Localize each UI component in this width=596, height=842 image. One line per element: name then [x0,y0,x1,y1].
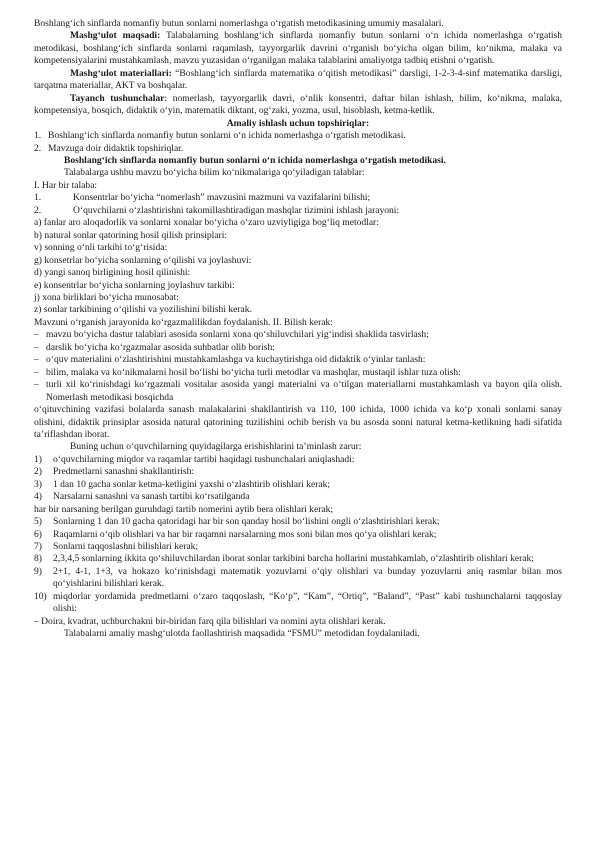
skill-item: 2) Predmetlarni sanashni shakllantirish: [34,466,195,478]
skill-item: 3) 1 dan 10 gacha sonlar ketma-ketligini yaxshi o‘zlashtirib olishlari kerak; [34,478,331,490]
dash-item: – darslik bo‘yicha ko‘rgazmalar asosida suhbatlar olib borish: [34,341,275,353]
task-item: 1. Boshlang‘ich sinflarda nomanfiy butun sonlarni o‘n ichida nomerlashga o‘rgatish metodikasi. [34,130,406,142]
dash-item: – bilim, malaka va ko‘nikmalarni hosil bo‘lishi bo‘yicha turli metodlar va mashqlar, mustaqil ishlar tuza olish: [34,366,461,378]
skill-item: 7) Sonlarni taqqoslashni bilishlari kerak; [34,541,199,553]
skill-item: 10) miqdorlar yordamida predmetlarni o‘zaro taqqoslash, “Ko‘p”, “Kam”, “Ortiq”, “Baland”, “Past” kabi tushunchalarni taqqoslay olishi: [34,590,562,615]
tasks-heading: Amaliy ishlash uchun topshiriqlar: [226,117,370,129]
requirement-item: 1. Konsentrlar bo‘yicha “nomerlash” mavzusini mazmuni va vazifalarini bilishi; [34,192,371,204]
skill-item: 4) Narsalarni sanashni va sanash tartibi ko‘rsatilganda [34,491,250,503]
requirement-item: 2. O‘quvchilarni o‘zlashtirishni takomillashtiradigan mashqlar tizimini ishlash jarayoni: [34,204,400,216]
letter-item: d) yangi sanoq birligining hosil qilinishi: [34,267,191,279]
goal-label: Mashg‘ulot maqsadi: [70,30,161,42]
dash-item: – o‘quv materialini o‘zlashtirishini mustahkamlashga va kuchaytirishga oid didaktik o‘yinlar tanlash: [34,354,426,366]
skills-intro: Buning uchun o‘quvchilarning quyidagilarga erishishlarini ta’minlash zarur: [70,441,362,453]
task-item: 2. Mavzuga doir didaktik topshiriqlar. [34,142,184,154]
skill-item: 1) o‘quvchilarning miqdor va raqamlar tartibi haqidagi tushunchalari aniqlashadi: [34,453,355,465]
document-title: Boshlang‘ich sinflarda nomanfiy butun sonlarni nomerlashga o‘rgatish metodikasining umumiy masalalari. [34,18,444,29]
materials-paragraph [34,68,562,93]
skill-item: 8) 2,3,4,5 sonlarning ikkita qo‘shiluvchilardan iborat sonlar tarkibini barcha hollarini mustahkamlab, o‘zlashtirib olishlari kerak; [34,553,534,565]
mavzu-line: Mavzuni o‘rganish jarayonida ko‘rgazmalilikdan foydalanish. II. Bilish kerak: [34,316,333,328]
letter-item: z) sonlar tarkibining o‘qilishi va yozilishini bilishi kerak. [34,304,252,316]
letter-item: g) konsetrlar bo‘yicha sonlarning o‘qilishi va joylashuvi: [34,254,252,266]
letter-item: v) sonning o‘nli tarkibi to‘g‘risida: [34,242,168,254]
dash-item: – mavzu bo‘yicha dastur talablari asosida sonlarni xona qo‘shiluvchilari yig‘indisi shaklida tasvirlash; [34,329,429,341]
letter-item: a) fanlar aro aloqadorlik va sonlarni xonalar bo‘yicha o‘zaro uzviyligiga bog‘liq metodlar: [34,217,379,229]
concepts-paragraph [34,93,562,118]
final-line: Talabalarni amaliy mashg‘ulotda faollashtirish maqsadida “FSMU” metodidan foydalaniladi. [64,628,420,640]
skill-item: 6) Raqamlarni o‘qib olishlari va har bir raqamni narsalarning mos soni bilan mos qo‘ya olishlari kerak; [34,528,437,540]
skill-item: 5) Sonlarning 1 dan 10 gacha qatoridagi har bir son qanday hosil bo‘lishini ongli o‘zlashtirishlari kerak; [34,516,440,528]
materials-text: “Boshlang‘ich sinflarda matematika o‘qitish metodikasi” darsligi, 1-2-3-4-sinf matematika darsligi, tarqatma materiallar, AKT va boshqalar. [34,67,562,92]
section-heading: Boshlang‘ich sinflarda nomanfiy butun sonlarni o‘n ichida nomerlashga o‘rgatish metodikasi. [64,154,446,166]
goal-text: Talabalarning boshlang‘ich sinflarda nomanfiy butun sonlarni o‘n ichida nomerlashga o‘rgatish metodikasi, boshlang‘ich sinflarda sonlarni raqamlash, tayyorgarlik davrini o‘rganish bo‘yicha olgan bilim, ko‘nikma, malaka va kompetensiyalarini mustahkamlash, mavzu yuzasidan o‘rganilgan malaka talablarini amaliyotga tadbiq etishni o‘rgatish. [34,30,562,67]
letter-item: j) xona birliklari bo‘yicha munosabat: [34,291,179,303]
materials-label: Mashg‘ulot materiallari: [70,67,172,79]
goal-paragraph [34,30,562,67]
dash-item: – turli xil ko‘rinishdagi ko‘rgazmali vositalar asosida yangi materialni va o‘tilgan materiallarni mustahkamlash va bayon qila olish. Nomerlash metodikasi bosqichda [34,379,562,403]
letter-item: e) konsentrlar bo‘yicha sonlarning joylashuv tarkibi: [34,279,235,291]
doira-line: – Doira, kvadrat, uchburchakni bir-biridan farq qila bilishlari va nomini ayta olishlari kerak. [34,615,386,627]
concepts-label: Tayanch tushunchalar [70,92,165,104]
concepts-text: : nomerlash, tayyorgarlik davri, o‘nlik konsentri, daftar bilan ishlash, bilim, ko‘nikma, malaka, kompetensiya, bosqich, didaktik o‘yin, matematik diktant, og‘zaki, yozma, usul, hisoblash, ketma-ketlik. [34,92,563,117]
body-paragraph: o‘qituvchining vazifasi bolalarda sanash malakalarini shakllantirish va 110, 100 ichida, 1000 ichida va ko‘p xonali sonlarni sanay olishini, didaktik prinsiplar asosida natural qatorining tuzilishini ochib berish va bu asosda sonni natural ketma-ketlikning hadi sifatida ta’riflashdan iborat. [34,404,562,440]
har-line: har bir narsaning berilgan guruhdagi tartib nomerini aytib bera olishlari kerak; [34,503,334,515]
intro-line: Talabalarga ushbu mavzu bo‘yicha bilim ko‘nikmalariga qo‘yiladigan talablar: [64,167,365,179]
letter-item: b) natural sonlar qatorining hosil qilish prinsiplari: [34,229,228,241]
skill-item: 9) 2+1, 4-1, 1+3, va hokazo ko‘rinishdagi matematik yozuvlarni o‘qiy olishlari va bunday yozuvlarni aniq rasmlar bilan mos qo‘yishlarini bilishlari kerak. [34,565,562,590]
requirements-heading: I. Har bir talaba: [34,179,98,191]
